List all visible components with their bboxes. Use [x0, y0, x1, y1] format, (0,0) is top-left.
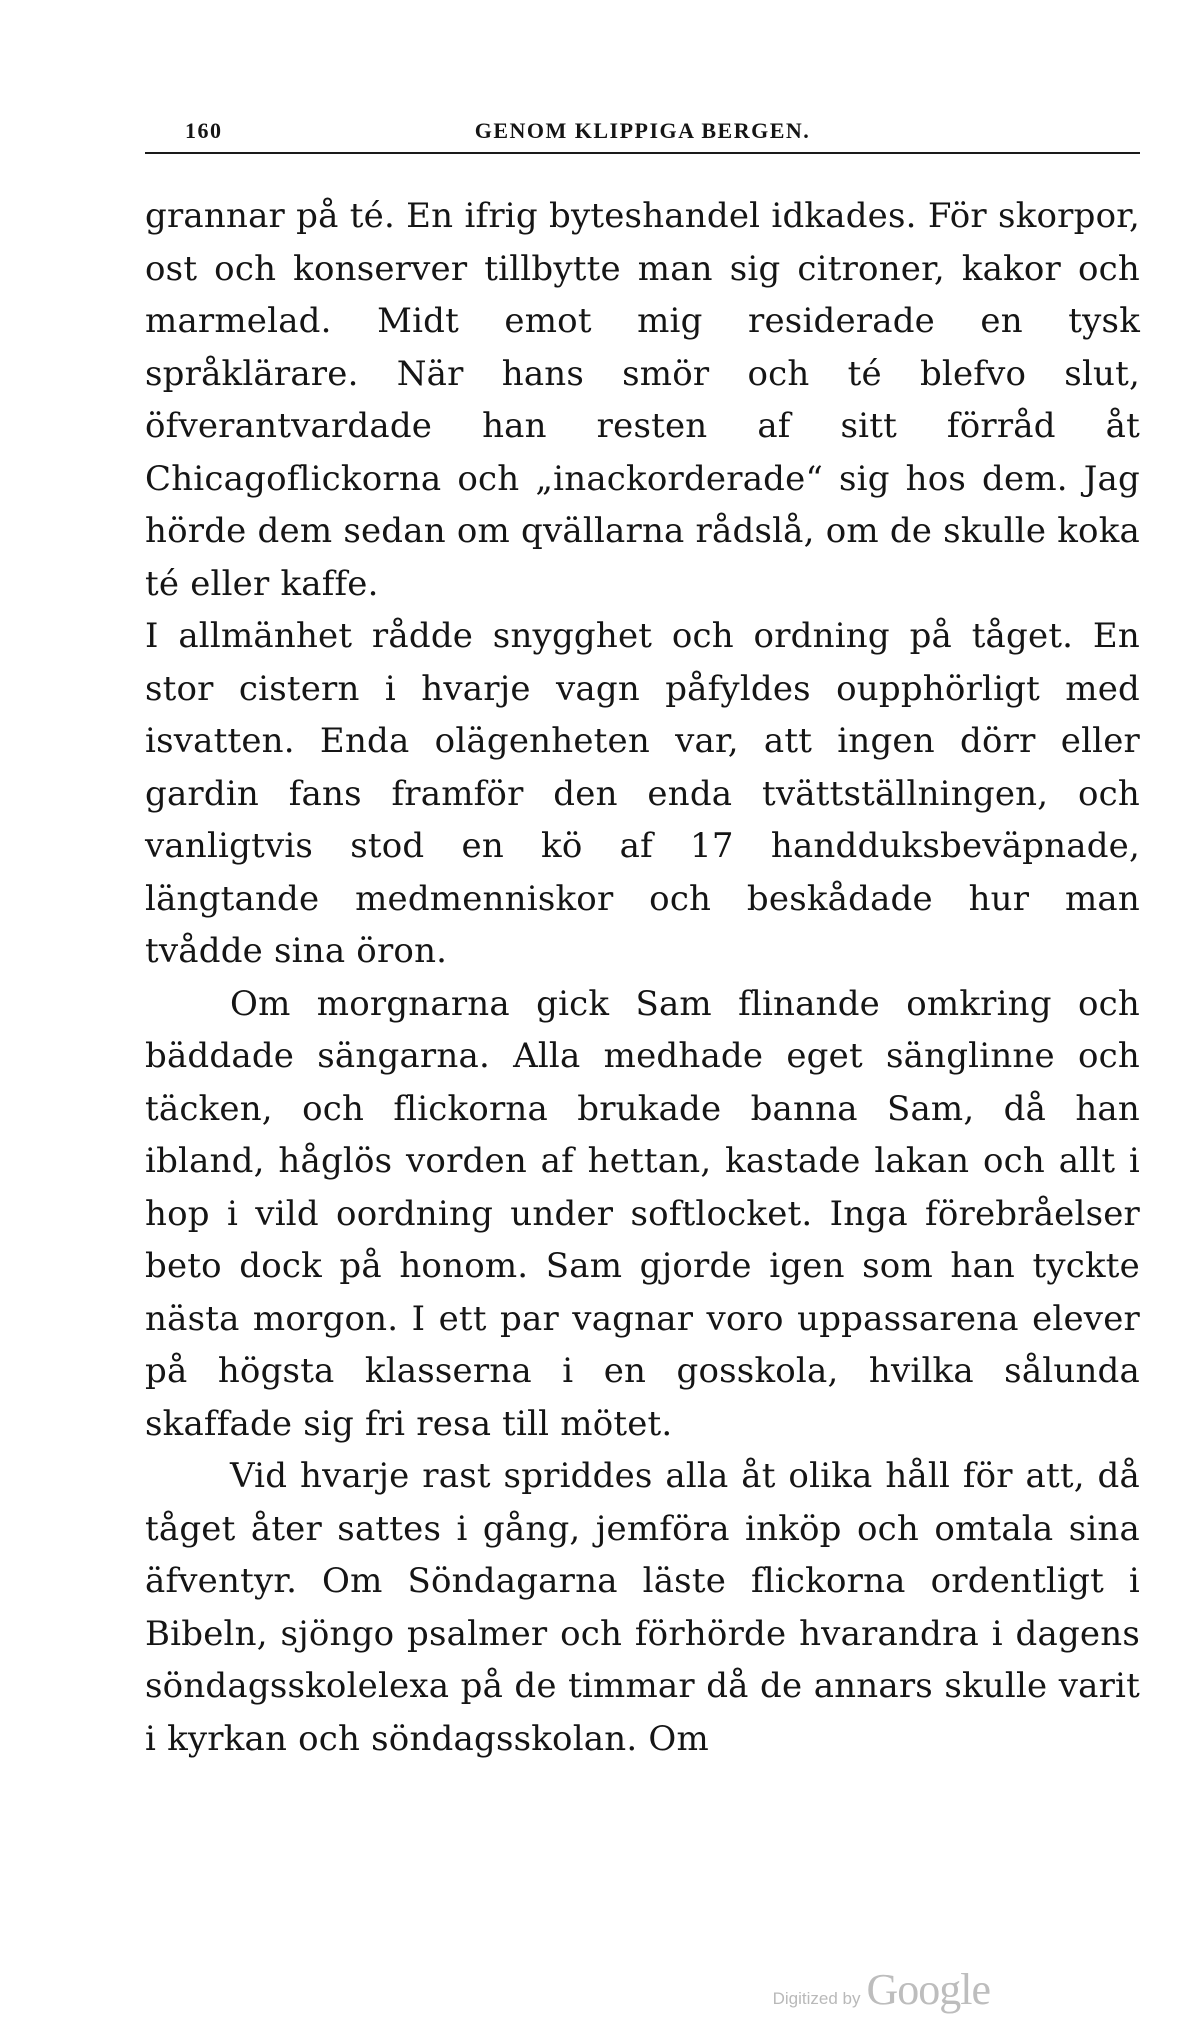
running-title: GENOM KLIPPIGA BERGEN.	[474, 118, 811, 143]
paragraph-1: grannar på té. En ifrig byteshandel idkades. För skorpor, ost och konserver tillbytte man sig citroner, kakor och marmelad. Midt emot mig residerade en tysk språklärare. När hans smör och té blefvo slut, öfverantvardade han resten af sitt förråd åt Chicagoflickorna och „inackorderade“ sig hos dem. Jag hörde dem sedan om qvällarna rådslå, om de skulle koka té eller kaffe.	[145, 196, 1140, 604]
paragraph-3: Om morgnarna gick Sam flinande omkring och bäddade sängarna. Alla medhade eget sänglinne och täcken, och flickorna brukade banna Sam, då han ibland, håglös vorden af hettan, kastade lakan och allt i hop i vild oordning under softlocket. Inga förebråelser beto dock på honom. Sam gjorde igen som han tyckte nästa morgon. I ett par vagnar voro uppassarena elever på högsta klasserna i en gosskola, hvilka sålunda skaffade sig fri resa till mötet.	[145, 983, 1140, 1444]
page-number: 160	[185, 118, 223, 143]
digitized-watermark	[773, 1964, 990, 2015]
paragraph-2: I allmänhet rådde snygghet och ordning på tåget. En stor cistern i hvarje vagn påfyldes oupphörligt med isvatten. Enda olägenheten var, att ingen dörr eller gardin fans framför den enda tvättställningen, och vanligtvis stod en kö af 17 handduksbeväpnade, längtande medmenniskor och beskådade hur man tvådde sina öron.	[145, 616, 1140, 971]
body-text	[145, 190, 1140, 1765]
paragraph-4: Vid hvarje rast spriddes alla åt olika håll för att, då tåget åter sattes i gång, jemföra inköp och omtala sina äfventyr. Om Söndagarna läste flickorna ordentligt i Bibeln, sjöngo psalmer och förhörde hvarandra i dagens söndagsskolelexa på de timmar då de annars skulle varit i kyrkan och söndagsskolan. Om	[145, 1456, 1140, 1759]
book-page	[145, 110, 1140, 2010]
watermark-prefix: Digitized by	[772, 1989, 861, 2008]
running-head	[145, 110, 1140, 154]
google-logo: Google	[866, 1965, 990, 2014]
